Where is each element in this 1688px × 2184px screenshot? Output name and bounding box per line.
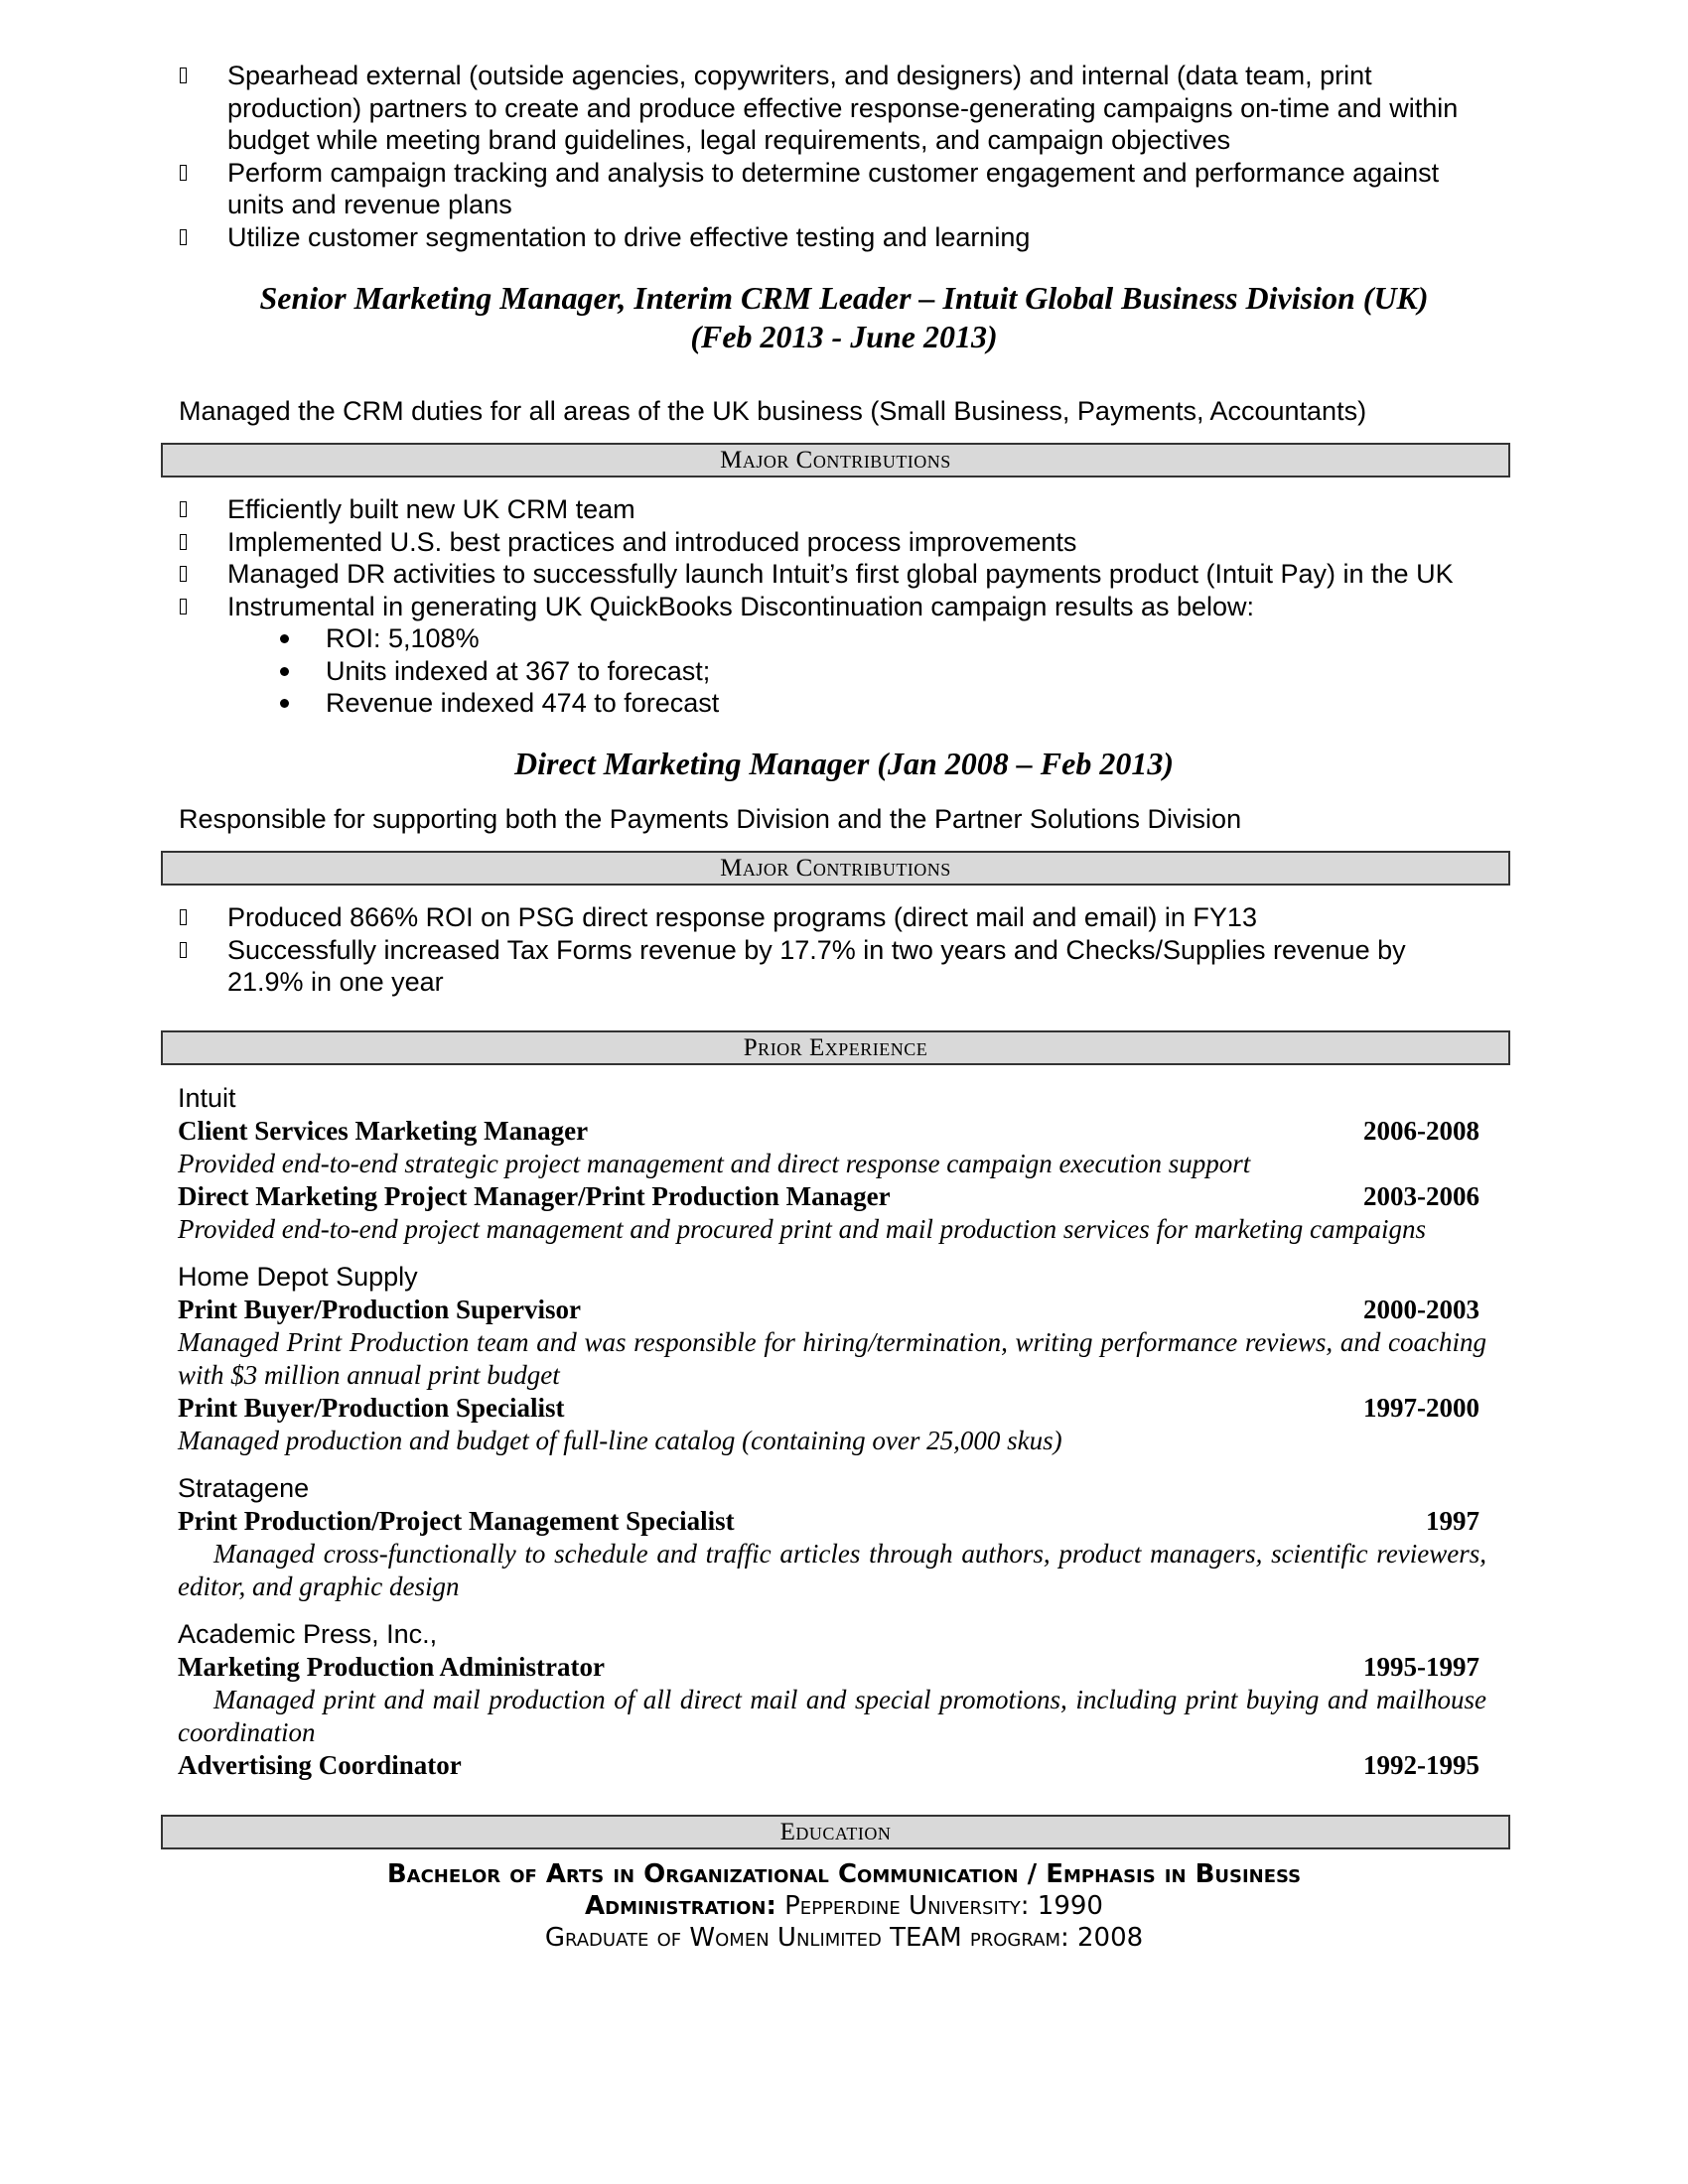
role1-title-line1: Senior Marketing Manager, Interim CRM Leader – Intuit Global Business Division (UK)	[259, 280, 1429, 316]
program-year: program: 2008	[961, 1923, 1144, 1953]
role1-dates: (Feb 2013 - June 2013)	[690, 319, 998, 354]
bullet-dot-icon	[280, 699, 289, 708]
company-academic-press	[178, 1618, 1488, 1782]
bullet-item	[0, 60, 1498, 157]
job-title: Client Services Marketing Manager	[178, 1116, 589, 1146]
bullet-box-icon	[180, 534, 187, 550]
bullet-text: Spearhead external (outside agencies, copywriters, and designers) and internal (data team, print	[227, 61, 1372, 90]
degree-school-year: Pepperdine University: 1990	[775, 1891, 1103, 1921]
job-dates: 2000-2003	[1363, 1295, 1479, 1324]
company-home-depot-supply	[178, 1261, 1488, 1457]
job-description: Managed Print Production team and was responsible for hiring/termination, writing performance reviews, and coaching with $3 million annual print budget	[178, 1327, 1486, 1390]
bullet-item	[0, 157, 1498, 221]
bullet-text: Successfully increased Tax Forms revenue by 17.7% in two years and Checks/Supplies revenue by	[227, 934, 1406, 965]
bullet-box-icon	[180, 942, 187, 958]
job-description: Managed cross-functionally to schedule and traffic articles through authors, product managers, scientific reviewers, editor, and graphic design	[178, 1539, 1486, 1601]
bullet-box-icon	[180, 599, 187, 614]
section-bar-education: Education	[161, 1815, 1510, 1849]
bullet-text: units and revenue plans	[227, 190, 512, 219]
role1-title	[0, 279, 1688, 356]
role1-bullet-list	[0, 493, 1688, 720]
degree-title: Bachelor of Arts in Organizational Communication / Emphasis in Business	[386, 1859, 1302, 1889]
bullet-item	[0, 934, 1498, 999]
bullet-item	[0, 591, 1498, 623]
job-title: Advertising Coordinator	[178, 1750, 462, 1780]
job-description: Provided end-to-end project management and procured print and mail production services for marketing campaigns	[178, 1214, 1427, 1244]
bullet-item	[0, 558, 1498, 591]
job-row	[178, 1651, 1479, 1684]
job-description: Managed print and mail production of all direct mail and special promotions, including print buying and mailhouse coordination	[178, 1685, 1486, 1747]
company-name: Academic Press, Inc.,	[178, 1619, 438, 1649]
bullet-text: Utilize customer segmentation to drive effective testing and learning	[227, 221, 1031, 252]
bullet-text: Perform campaign tracking and analysis to determine customer engagement and performance against	[227, 157, 1440, 188]
bullet-box-icon	[180, 229, 187, 245]
role2-summary: Responsible for supporting both the Payments Division and the Partner Solutions Division	[179, 804, 1242, 834]
job-dates: 2006-2008	[1363, 1116, 1479, 1146]
sub-bullet-text: ROI: 5,108%	[326, 623, 480, 653]
job-title: Print Production/Project Management Specialist	[178, 1506, 735, 1536]
job-row	[178, 1180, 1479, 1213]
role2-title: Direct Marketing Manager (Jan 2008 – Feb 2013)	[514, 746, 1174, 781]
job-title: Marketing Production Administrator	[178, 1652, 605, 1682]
bullet-box-icon	[180, 909, 187, 925]
sub-bullet-item	[0, 622, 1688, 655]
bullet-text: budget while meeting brand guidelines, legal requirements, and campaign objectives	[227, 125, 1231, 155]
bullet-item	[0, 493, 1498, 526]
company-name: Intuit	[178, 1083, 236, 1113]
company-stratagene	[178, 1472, 1488, 1603]
job-dates: 1995-1997	[1363, 1652, 1479, 1682]
section-bar-major-contributions: Major Contributions	[161, 443, 1510, 478]
bullet-box-icon	[180, 566, 187, 582]
sub-bullet-text: Revenue indexed 474 to forecast	[326, 688, 720, 718]
bullet-text: Managed DR activities to successfully launch Intuit’s first global payments product (Intuit Pay) in the UK	[227, 559, 1454, 589]
company-name: Stratagene	[178, 1473, 310, 1503]
job-dates: 2003-2006	[1363, 1181, 1479, 1211]
section-bar-major-contributions: Major Contributions	[161, 851, 1510, 886]
bullet-dot-icon	[280, 667, 289, 676]
section-bar-prior-experience: Prior Experience	[161, 1030, 1510, 1065]
program-text: Graduate of Women Unlimited	[544, 1923, 891, 1953]
bullet-text: 21.9% in one year	[227, 967, 444, 997]
job-dates: 1997-2000	[1363, 1393, 1479, 1423]
role2-bullet-list	[0, 901, 1688, 999]
sub-bullet-text: Units indexed at 367 to forecast;	[326, 655, 711, 686]
sub-bullet-item	[0, 655, 1688, 688]
education-details	[0, 1858, 1688, 1954]
sub-bullet-item	[0, 687, 1688, 720]
job-row	[178, 1294, 1479, 1326]
bullet-text: Produced 866% ROI on PSG direct response programs (direct mail and email) in FY13	[227, 902, 1257, 932]
job-row	[178, 1115, 1479, 1148]
job-description: Provided end-to-end strategic project management and direct response campaign execution support	[178, 1149, 1251, 1178]
bullet-text: Efficiently built new UK CRM team	[227, 494, 635, 524]
bullet-dot-icon	[280, 634, 289, 643]
top-bullet-list	[0, 60, 1688, 253]
bullet-box-icon	[180, 501, 187, 517]
bullet-text: production) partners to create and produce effective response-generating campaigns on-time and within	[227, 92, 1459, 123]
company-name: Home Depot Supply	[178, 1262, 418, 1292]
bullet-box-icon	[180, 68, 187, 83]
job-row	[178, 1392, 1479, 1425]
bullet-text: Implemented U.S. best practices and introduced process improvements	[227, 526, 1077, 557]
company-intuit	[178, 1082, 1488, 1246]
job-title: Direct Marketing Project Manager/Print Production Manager	[178, 1181, 891, 1211]
bullet-text: Instrumental in generating UK QuickBooks Discontinuation campaign results as below:	[227, 591, 1255, 621]
bullet-item	[0, 526, 1498, 559]
degree-title-cont: Administration:	[585, 1891, 776, 1921]
role1-summary: Managed the CRM duties for all areas of the UK business (Small Business, Payments, Accountants)	[179, 396, 1367, 426]
job-row	[178, 1749, 1479, 1782]
job-title: Print Buyer/Production Supervisor	[178, 1295, 582, 1324]
bullet-box-icon	[180, 165, 187, 181]
job-dates: 1992-1995	[1363, 1750, 1479, 1780]
program-acronym: TEAM	[890, 1923, 962, 1953]
job-row	[178, 1505, 1479, 1538]
bullet-item	[0, 901, 1498, 934]
job-title: Print Buyer/Production Specialist	[178, 1393, 565, 1423]
job-description: Managed production and budget of full-line catalog (containing over 25,000 skus)	[178, 1426, 1062, 1455]
job-dates: 1997	[1426, 1506, 1479, 1536]
bullet-item	[0, 221, 1498, 254]
